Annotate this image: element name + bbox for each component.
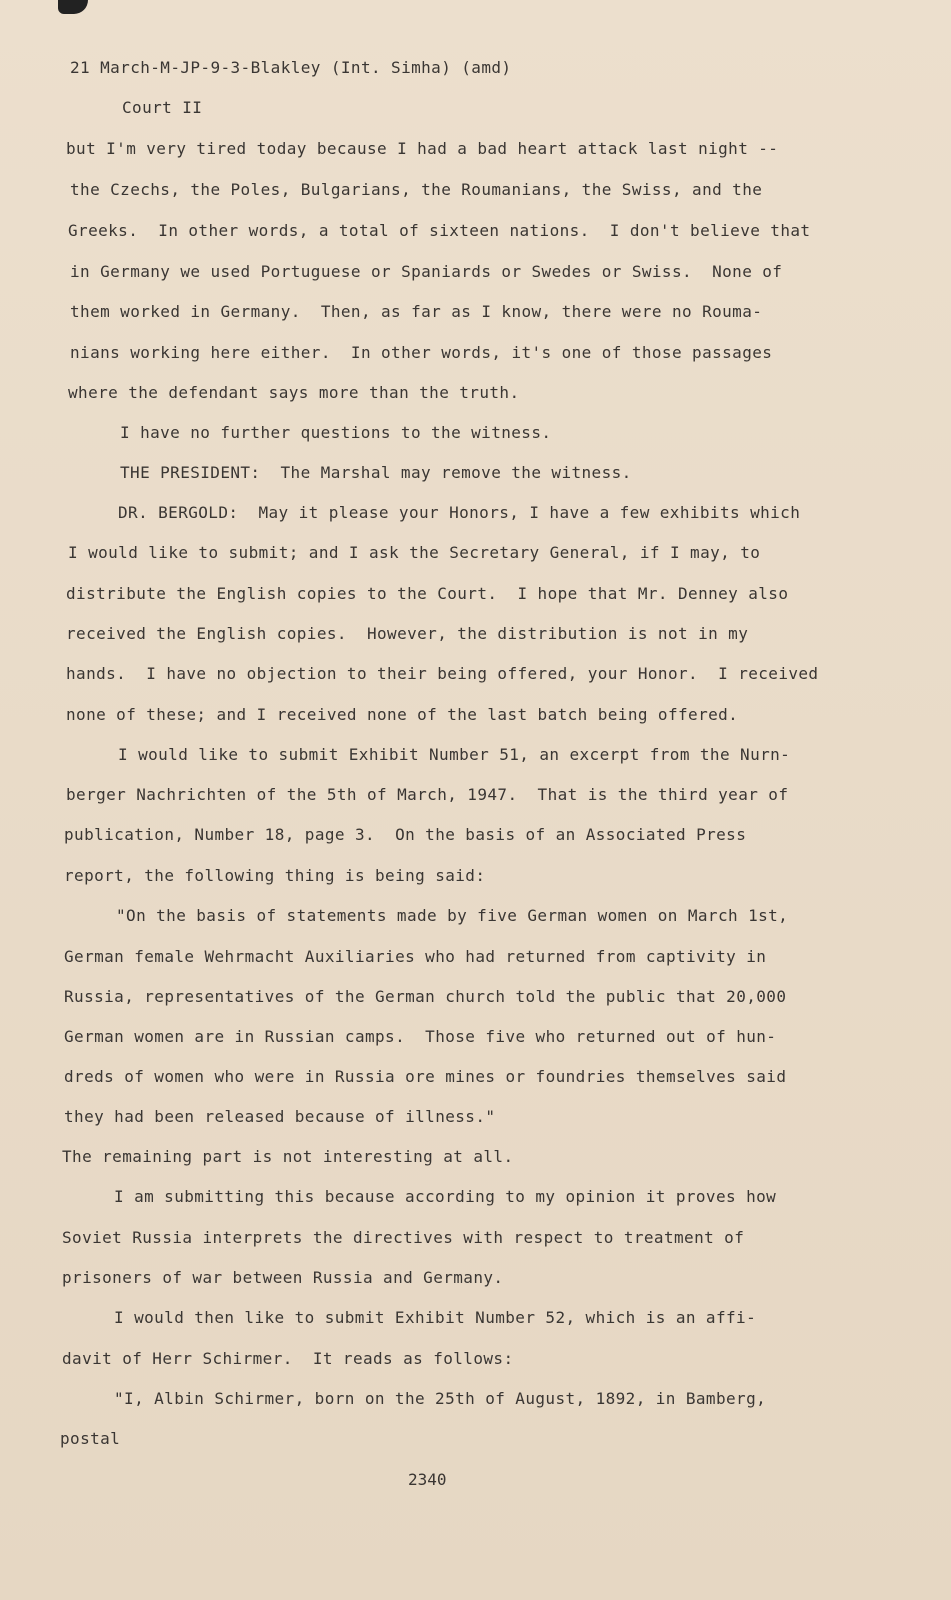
text-line: in Germany we used Portuguese or Spaniards or Swedes or Swiss. None of xyxy=(70,262,783,281)
text-line: they had been released because of illness." xyxy=(64,1107,496,1126)
text-line: distribute the English copies to the Court. I hope that Mr. Denney also xyxy=(66,584,789,603)
header-line: 21 March-M-JP-9-3-Blakley (Int. Simha) (amd) xyxy=(70,58,512,77)
text-line: German women are in Russian camps. Those five who returned out of hun- xyxy=(64,1027,777,1046)
text-line: the Czechs, the Poles, Bulgarians, the Roumanians, the Swiss, and the xyxy=(70,180,763,199)
text-line: "I, Albin Schirmer, born on the 25th of August, 1892, in Bamberg, xyxy=(114,1389,767,1408)
text-line: I would like to submit; and I ask the Secretary General, if I may, to xyxy=(68,543,761,562)
text-line: I would like to submit Exhibit Number 51, an excerpt from the Nurn- xyxy=(118,745,791,764)
text-line: DR. BERGOLD: May it please your Honors, I have a few exhibits which xyxy=(118,503,801,522)
court-label: Court II xyxy=(122,98,203,117)
text-line: nians working here either. In other words, it's one of those passages xyxy=(70,343,773,362)
text-line: Greeks. In other words, a total of sixteen nations. I don't believe that xyxy=(68,221,811,240)
page-number: 2340 xyxy=(408,1470,447,1489)
ink-mark xyxy=(58,0,88,14)
text-line: but I'm very tired today because I had a bad heart attack last night -- xyxy=(66,139,779,158)
text-line: postal xyxy=(60,1429,121,1448)
text-line: The remaining part is not interesting at all. xyxy=(62,1147,514,1166)
text-line: prisoners of war between Russia and Germany. xyxy=(62,1268,504,1287)
text-line: Russia, representatives of the German church told the public that 20,000 xyxy=(64,987,787,1006)
text-line: them worked in Germany. Then, as far as I know, there were no Rouma- xyxy=(70,302,763,321)
text-line: received the English copies. However, the distribution is not in my xyxy=(66,624,749,643)
text-line: report, the following thing is being said: xyxy=(64,866,486,885)
text-line: THE PRESIDENT: The Marshal may remove the witness. xyxy=(120,463,632,482)
text-line: where the defendant says more than the truth. xyxy=(68,383,520,402)
text-line: publication, Number 18, page 3. On the basis of an Associated Press xyxy=(64,825,747,844)
text-line: dreds of women who were in Russia ore mines or foundries themselves said xyxy=(64,1067,787,1086)
text-line: none of these; and I received none of the last batch being offered. xyxy=(66,705,739,724)
text-line: davit of Herr Schirmer. It reads as follows: xyxy=(62,1349,514,1368)
text-line: hands. I have no objection to their being offered, your Honor. I received xyxy=(66,664,819,683)
text-line: Soviet Russia interprets the directives with respect to treatment of xyxy=(62,1228,745,1247)
text-line: German female Wehrmacht Auxiliaries who had returned from captivity in xyxy=(64,947,767,966)
text-line: I would then like to submit Exhibit Number 52, which is an affi- xyxy=(114,1308,757,1327)
text-line: berger Nachrichten of the 5th of March, 1947. That is the third year of xyxy=(66,785,789,804)
text-line: I have no further questions to the witness. xyxy=(120,423,552,442)
text-line: I am submitting this because according to my opinion it proves how xyxy=(114,1187,777,1206)
text-line: "On the basis of statements made by five German women on March 1st, xyxy=(116,906,789,925)
